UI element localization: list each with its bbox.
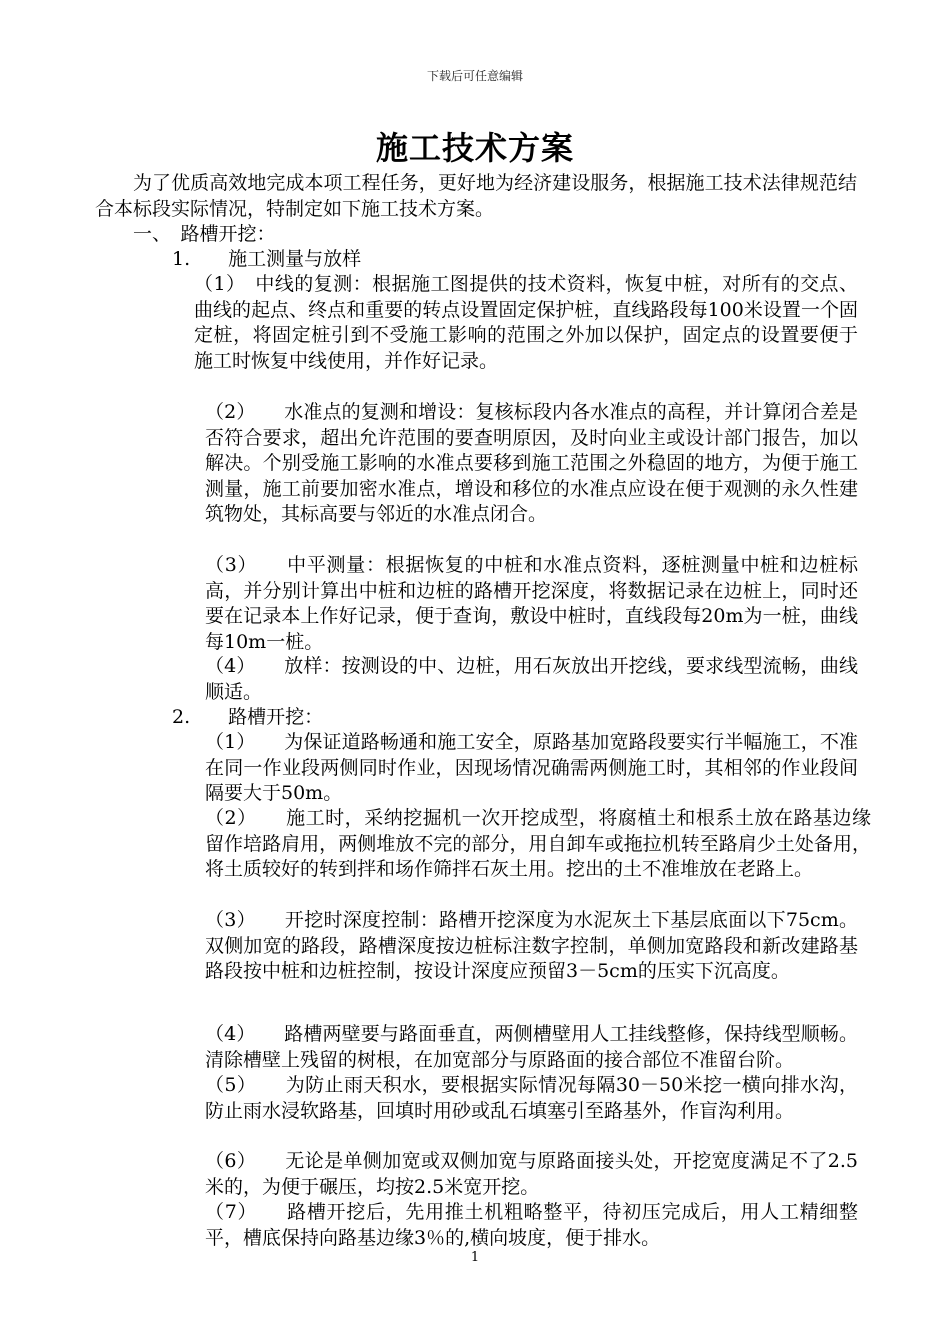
list-item: （1） 为保证道路畅通和施工安全，原路基加宽路段要实行半幅施工，不准在同一作业段两侧同时作业，因现场情况确需两侧施工时，其相邻的作业段间隔要大于50m。 bbox=[205, 731, 858, 804]
list-item: （5） 为防止雨天积水，要根据实际情况每隔30－50米挖一横向排水沟，防止雨水浸软路基，回填时用砂或乱石填塞引至路基外，作盲沟利用。 bbox=[205, 1074, 858, 1122]
list-item: （3） 中平测量：根据恢复的中桩和水准点资料，逐桩测量中桩和边桩标高，并分别计算出中桩和边桩的路槽开挖深度，将数据记录在边桩上，同时还要在记录本上作好记录，便于查询，敷设中桩时，直线段每20m为一桩，曲线每10m一桩。 bbox=[205, 554, 858, 653]
list-item: （2） 水准点的复测和增设：复核标段内各水准点的高程，并计算闭合差是否符合要求，超出允许范围的要查明原因，及时向业主或设计部门报告，加以解决。个别受施工影响的水准点要移到施工范围之外稳固的地方，为便于施工测量，施工前要加密水准点，增设和移位的水准点应设在便于观测的永久性建筑物处，其标高要与邻近的水准点闭合。 bbox=[205, 401, 858, 525]
list-item: （7） 路槽开挖后，先用推土机粗略整平，待初压完成后，用人工精细整平，槽底保持向路基边缘3％的,横向坡度，便于排水。 bbox=[205, 1201, 858, 1249]
list-item: （1） 中线的复测：根据施工图提供的技术资料，恢复中桩，对所有的交点、曲线的起点、终点和重要的转点设置固定保护桩，直线路段每100米设置一个固定桩，将固定桩引到不受施工影响的范围之外加以保护，固定点的设置要便于施工时恢复中线使用，并作好记录。 bbox=[194, 273, 858, 372]
intro-paragraph: 为了优质高效地完成本项工程任务，更好地为经济建设服务，根据施工技术法律规范结合本标段实际情况，特制定如下施工技术方案。 bbox=[95, 172, 857, 220]
list-item: （6） 无论是单侧加宽或双侧加宽与原路面接头处，开挖宽度满足不了2.5米的，为便于碾压，均按2.5米宽开挖。 bbox=[205, 1150, 858, 1198]
page-number: 1 bbox=[470, 1250, 480, 1265]
list-item: （2） 施工时，采纳挖掘机一次开挖成型，将腐植土和根系土放在路基边缘留作培路肩用，两侧堆放不完的部分，用自卸车或拖拉机转至路肩少土处备用，将土质较好的转到拌和场作筛拌石灰土用。挖出的土不准堆放在老路上。 bbox=[205, 807, 871, 880]
list-item: （3） 开挖时深度控制：路槽开挖深度为水泥灰土下基层底面以下75cm。双侧加宽的路段，路槽深度按边桩标注数字控制，单侧加宽路段和新改建路基路段按中桩和边桩控制，按设计深度应预留3－5cm的压实下沉高度。 bbox=[205, 909, 858, 982]
list-item: （4） 放样：按测设的中、边桩，用石灰放出开挖线，要求线型流畅，曲线顺适。 bbox=[205, 655, 858, 703]
section-heading: 一、 路槽开挖： bbox=[133, 223, 276, 245]
header-note: 下载后可任意编辑 bbox=[426, 69, 523, 83]
list-item: （4） 路槽两壁要与路面垂直，两侧槽壁用人工挂线整修，保持线型顺畅。清除槽壁上残留的树根，在加宽部分与原路面的接合部位不准留台阶。 bbox=[205, 1023, 858, 1071]
subsection-heading: 1. 施工测量与放样 bbox=[172, 248, 362, 270]
subsection-heading: 2. 路槽开挖： bbox=[172, 706, 324, 728]
document-title: 施工技术方案 bbox=[375, 129, 574, 167]
